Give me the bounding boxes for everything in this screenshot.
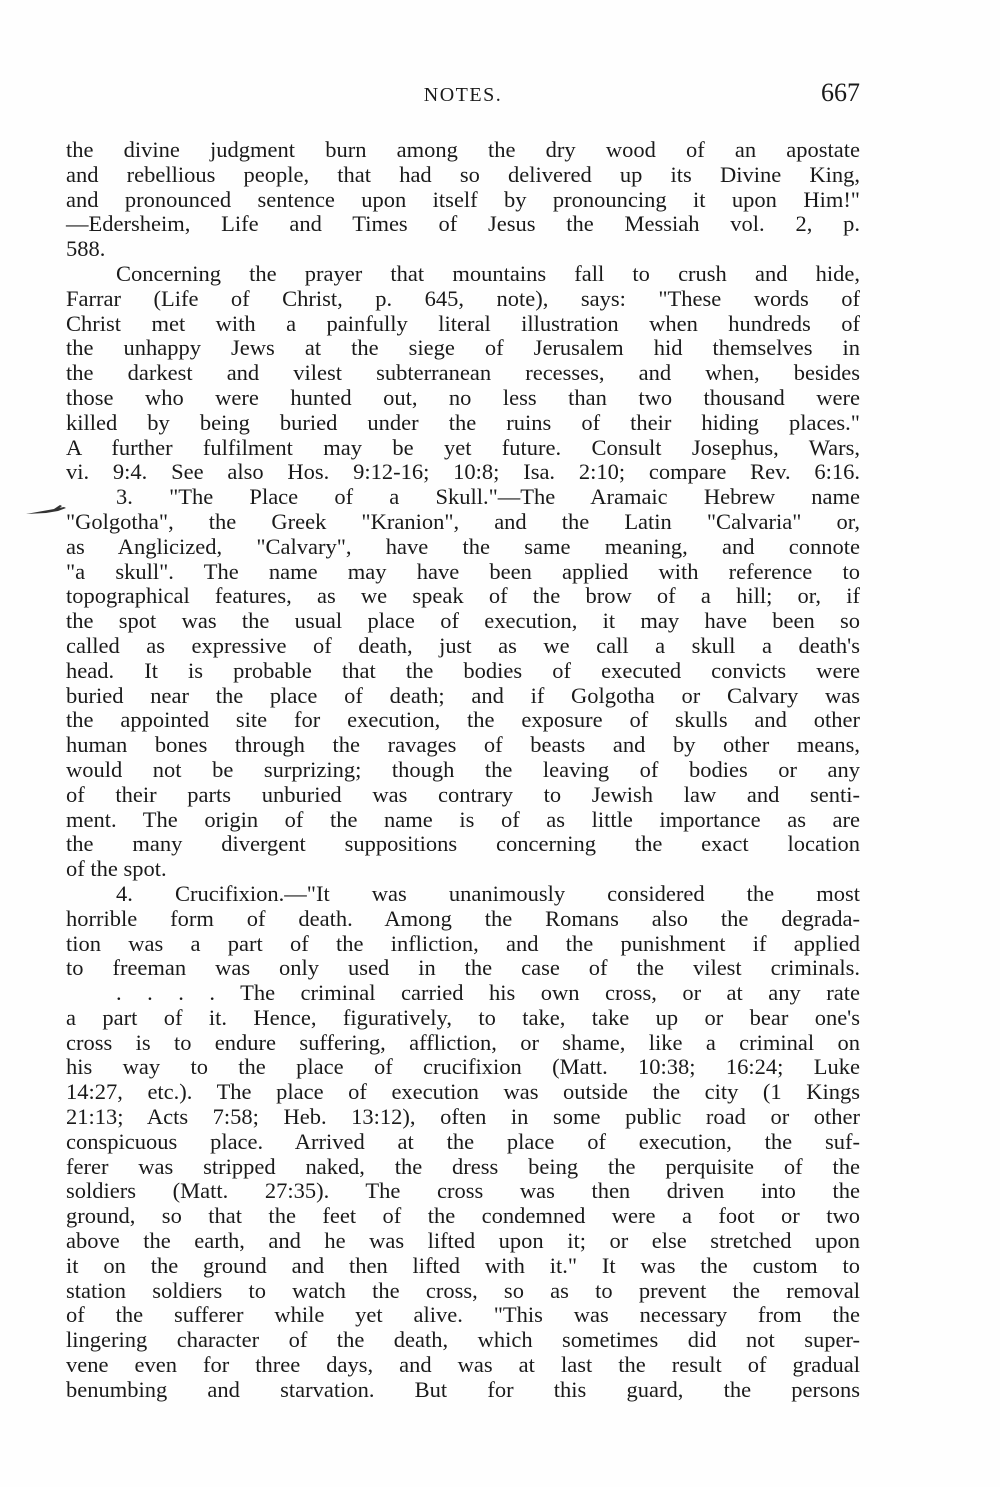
text-line: conspicuous place. Arrived at the place of execution, the suf- (66, 1128, 860, 1154)
text-line: . . . . The criminal carried his own cross, or at any rate (116, 980, 860, 1006)
text-line: would not be surprizing; though the leaving of bodies or any (66, 756, 860, 782)
text-line: tion was a part of the infliction, and the punishment if applied (66, 930, 860, 956)
text-line: and pronounced sentence upon itself by pronouncing it upon Him!" (66, 186, 860, 212)
text-line: "a skull". The name may have been applied with reference to (66, 558, 860, 584)
text-line: "Golgotha", the Greek "Kranion", and the Latin "Calvaria" or, (66, 508, 860, 534)
text-line: 14:27, etc.). The place of execution was outside the city (1 Kings (66, 1079, 860, 1105)
text-line: those who were hunted out, no less than two thousand were (66, 384, 860, 410)
text-line: ment. The origin of the name is of as little importance as are (66, 806, 860, 832)
text-line: the unhappy Jews at the siege of Jerusalem hid themselves in (66, 335, 860, 361)
text-line: the spot was the usual place of execution, it may have been so (66, 608, 860, 634)
pointing-hand-icon (24, 503, 68, 517)
text-line: ground, so that the feet of the condemned were a foot or two (66, 1203, 860, 1229)
text-line: a part of it. Hence, figuratively, to take, take up or bear one's (66, 1004, 860, 1030)
text-line: above the earth, and he was lifted upon it; or else stretched upon (66, 1228, 860, 1254)
text-line: as Anglicized, "Calvary", have the same meaning, and connote (66, 533, 860, 559)
text-line: vene even for three days, and was at last the result of gradual (66, 1352, 860, 1378)
text-line: Farrar (Life of Christ, p. 645, note), says: "These words of (66, 285, 860, 311)
text-line: benumbing and starvation. But for this guard, the persons (66, 1376, 860, 1402)
text-line: human bones through the ravages of beasts and by other means, (66, 732, 860, 758)
page-number: 667 (821, 78, 860, 107)
text-line: 3. "The Place of a Skull."—The Aramaic Hebrew name (116, 484, 860, 510)
text-line: topographical features, as we speak of the brow of a hill; or, if (66, 583, 860, 609)
text-line: Concerning the prayer that mountains fall to crush and hide, (116, 260, 860, 286)
text-line: killed by being buried under the ruins of their hiding places." (66, 409, 860, 435)
running-head: NOTES. (423, 84, 503, 106)
text-line: 588. (66, 236, 106, 262)
text-line: the appointed site for execution, the exposure of skulls and other (66, 707, 860, 733)
text-line: lingering character of the death, which sometimes did not super- (66, 1327, 860, 1353)
text-line: of the spot. (66, 856, 167, 882)
text-line: and rebellious people, that had so delivered up its Divine King, (66, 161, 860, 187)
text-line: of the sufferer while yet alive. "This was necessary from the (66, 1302, 860, 1328)
text-line: soldiers (Matt. 27:35). The cross was then driven into the (66, 1178, 860, 1204)
text-line: buried near the place of death; and if Golgotha or Calvary was (66, 682, 860, 708)
text-line: A further fulfilment may be yet future. Consult Josephus, Wars, (66, 434, 860, 460)
body-text (66, 138, 860, 1403)
text-line: the many divergent suppositions concerning the exact location (66, 831, 860, 857)
text-line: —Edersheim, Life and Times of Jesus the Messiah vol. 2, p. (66, 211, 860, 237)
text-line: called as expressive of death, just as we call a skull a death's (66, 632, 860, 658)
text-line: Christ met with a painfully literal illustration when hundreds of (66, 310, 860, 336)
text-line: the divine judgment burn among the dry wood of an apostate (66, 137, 860, 162)
text-line: vi. 9:4. See also Hos. 9:12-16; 10:8; Isa. 2:10; compare Rev. 6:16. (66, 459, 860, 485)
text-line: 4. Crucifixion.—"It was unanimously considered the most (116, 880, 860, 906)
text-line: head. It is probable that the bodies of executed convicts were (66, 657, 860, 683)
text-line: horrible form of death. Among the Romans also the degrada- (66, 905, 860, 931)
text-line: of their parts unburied was contrary to Jewish law and senti- (66, 781, 860, 807)
text-line: cross is to endure suffering, affliction, or shame, like a criminal on (66, 1029, 860, 1055)
text-line: the darkest and vilest subterranean recesses, and when, besides (66, 360, 860, 386)
text-line: station soldiers to watch the cross, so as to prevent the removal (66, 1277, 860, 1303)
text-line: ferer was stripped naked, the dress being the perquisite of the (66, 1153, 860, 1179)
text-line: 21:13; Acts 7:58; Heb. 13:12), often in some public road or other (66, 1104, 860, 1130)
text-line: his way to the place of crucifixion (Matt. 10:38; 16:24; Luke (66, 1054, 860, 1080)
text-line: to freeman was only used in the case of the vilest criminals. (66, 955, 860, 981)
page-header (66, 78, 860, 112)
text-line: it on the ground and then lifted with it." It was the custom to (66, 1252, 860, 1278)
